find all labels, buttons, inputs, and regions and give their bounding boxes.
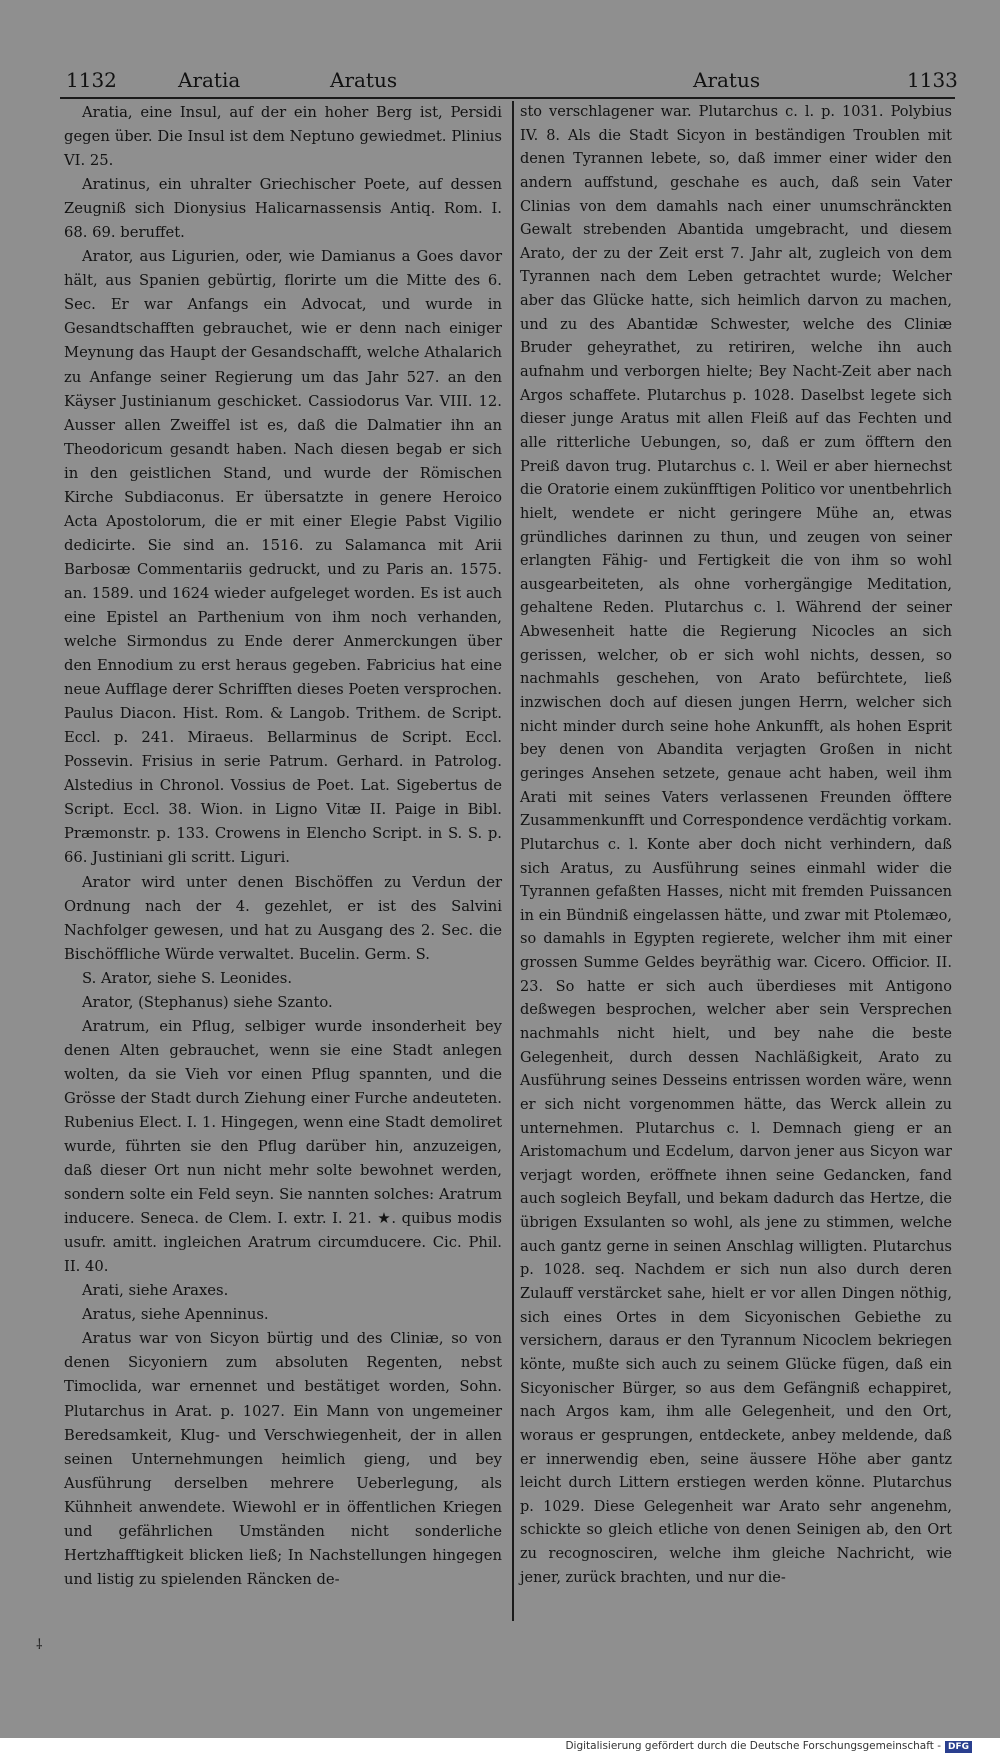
entry-arator: Arator, aus Ligurien, oder, wie Damianus a Goes davor hält, aus Spanien gebürtig, florirte um die Mitte des 6. Sec. Er war Anfangs ein Advocat, und wurde in Gesandtschafften gebrauchet, wie er denn nach einiger Meynung das Haupt der Gesandschafft, welche Athalarich zu Anfange seiner Regierung um das Jahr 527. an den Käyser Justinianum geschicket. Cassiodorus Var. VIII. 12. Ausser allen Zweiffel ist es, daß die Dalmatier ihn an Theodoricum gesandt haben. Nach diesen begab er sich in den geistlichen Stand, und wurde der Römischen Kirche Subdiaconus. Er übersatzte in genere Heroico Acta Apostolorum, die er mit einer Elegie Pabst Vigilio dedicirte. Sie sind an. 1516. zu Salamanca mit Arii Barbosæ Commentariis gedruckt, und zu Paris an. 1575. an. 1589. und 1624 wieder aufgeleget worden. Es ist auch eine Epistel an Parthenium von ihm noch verhanden, welche Sirmondus zu Ende derer Anmerckungen über den Ennodium zu erst heraus gegeben. Fabricius hat eine neue Aufflage derer Schrifften dieses Poeten versprochen. Paulus Diacon. Hist. Rom. & Langob. Trithem. de Script. Eccl. p. 241. Miraeus. Bellarminus de Script. Eccl. Possevin. Frisius in serie Patrum. Gerhard. in Patrolog. Alstedius in Chronol. Vossius de Poet. Lat. Sigebertus de Script. Eccl. 38. Wion. in Ligno Vitæ II. Paige in Bibl. Præmonstr. p. 133. Crowens in Elencho Script. in S. S. p. 66. Justiniani gli scritt. Liguri. <box>64 248 502 867</box>
entry-arator-verdun: Arator wird unter denen Bischöffen zu Verdun der Ordnung nach der 4. gezehlet, er ist des Salvini Nachfolger gewesen, und hat zu Ausgang des 2. Sec. die Bischöffliche Würde verwaltet. Bucelin. Germ. S. <box>64 873 502 963</box>
page-number-left: 1132 <box>66 68 117 92</box>
entry-arati: Arati, siehe Araxes. <box>82 1282 229 1300</box>
entry-aratus-see: Aratus, siehe Apenninus. <box>82 1306 269 1324</box>
footer-credit-text: Digitalisierung gefördert durch die Deutsche Forschungsgemeinschaft - <box>565 1740 941 1752</box>
header-keyword-right: Aratus <box>693 68 761 92</box>
entry-aratia: Aratia, eine Insul, auf der ein hoher Berg ist, Persidi gegen über. Die Insul ist dem Neptuno gewiedmet. Plinius VI. 25. <box>64 104 502 170</box>
right-column <box>520 101 952 1590</box>
entry-aratus-continued: sto verschlagener war. Plutarchus c. l. p. 1031. Polybius IV. 8. Als die Stadt Sicyon in beständigen Troublen mit denen Tyrannen lebete, so, daß immer einer wider den andern auffstund, geschahe es auch, daß sein Vater Clinias von dem damahls nach einer unumschränckten Gewalt strebenden Abantida umgebracht, und diesem Arato, der zu der Zeit erst 7. Jahr alt, zugleich von dem Tyrannen nach dem Leben getrachtet wurde; Welcher aber das Glücke hatte, sich heimlich darvon zu machen, und zu des Abantidæ Schwester, welche des Cliniæ Bruder geheyrathet, zu retiriren, welche ihn auch aufnahm und verborgen hielte; Bey Nacht-Zeit aber nach Argos schaffete. Plutarchus p. 1028. Daselbst legete sich dieser junge Aratus mit allen Fleiß auf das Fechten und alle ritterliche Uebungen, so, daß er zum öfftern den Preiß davon trug. Plutarchus c. l. Weil er aber hiernechst die Oratorie einem zukünfftigen Politico vor unentbehrlich hielt, wendete er nicht geringere Mühe an, etwas gründliches darinnen zu thun, und zeugen von seiner erlangten Fähig- und Fertigkeit die von ihm so wohl ausgearbeiteten, als ohne vorhergängige Meditation, gehaltene Reden. Plutarchus c. l. Während der seiner Abwesenheit hatte die Regierung Nicocles an sich gerissen, welcher, ob er sich wohl nichts, dessen, so nachmahls geschehen, von Arato befürchtete, ließ inzwischen doch auf diesen jungen Herrn, welcher sich nicht minder durch seine hohe Ankunfft, als hohen Esprit bey denen von Abandita verjagten Großen in nicht geringes Ansehen setzete, genaue acht haben, weil ihm Arati mit seines Vaters verlassenen Freunden öfftere Zusammenkunfft und Correspondence verdächtig vorkam. Plutarchus c. l. Konte aber doch nicht verhindern, daß sich Aratus, zu Ausführung seines einmahl wider die Tyrannen gefaßten Hasses, nicht mit fremden Puissancen in ein Bündniß eingelassen hätte, und zwar mit Ptolemæo, so damahls in Egypten regierete, welcher ihm mit einer grossen Summe Geldes beyräthig war. Cicero. Officior. II. 23. So hatte er sich auch überdieses mit Antigono deßwegen besprochen, welcher aber sein Versprechen nachmahls nicht hielt, und bey nahe die beste Gelegenheit, durch dessen Nachläßigkeit, Arato zu Ausführung seines Desseins entrissen worden wäre, wenn er sich nicht vorgenommen hätte, das Werck allein zu unternehmen. Plutarchus c. l. Demnach gieng er an Aristomachum und Ecdelum, darvon jener aus Sicyon war verjagt worden, eröffnete ihnen seine Gedancken, fand auch sogleich Beyfall, und bekam dadurch das Hertze, die übrigen Exsulanten so wohl, als jene zu stimmen, welche auch gantz gerne in seinen Anschlag willigten. Plutarchus p. 1028. seq. Nachdem er sich nun also durch deren Zulauff verstärcket sahe, hielt er vor allen Dingen nöthig, sich eines Ortes in dem Sicyonischen Gebiethe zu versichern, daraus er den Tyrannum Nicoclem bekriegen könte, mußte sich auch zu seinem Glücke fügen, daß ein Sicyonischer Bürger, so aus dem Gefängniß echappiret, nach Argos kam, ihm alle Gelegenheit, und den Ort, woraus er gesprungen, entdeckete, anbey meldende, daß er innerwendig eben, seine äussere Höhe aber gantz leicht durch Littern erstiegen werden könne. Plutarchus p. 1029. Diese Gelegenheit war Arato sehr angenehm, schickte so gleich etliche von denen Seinigen ab, den Ort zu recognosciren, welche ihm gleiche Nachricht, wie jener, zurück brachten, und nur die- <box>520 104 952 1586</box>
footer-credit <box>565 1740 972 1753</box>
entry-aratrum: Aratrum, ein Pflug, selbiger wurde insonderheit bey denen Alten gebrauchet, wenn sie eine Stadt anlegen wolten, da sie Vieh vor einen Pflug spannten, und die Grösse der Stadt durch Ziehung einer Furche andeuteten. Rubenius Elect. I. 1. Hingegen, wenn eine Stadt demoliret wurde, führten sie den Pflug darüber hin, anzuzeigen, daß dieser Ort nun nicht mehr solte bewohnet werden, sondern solte ein Feld seyn. Sie nannten solches: Aratrum inducere. Seneca. de Clem. I. extr. I. 21. ★. quibus modis usufr. amitt. ingleichen Aratrum circumducere. Cic. Phil. II. 40. <box>64 1017 502 1276</box>
header-rule <box>60 97 955 99</box>
footer-bar <box>0 1738 1000 1755</box>
entry-aratus: Aratus war von Sicyon bürtig und des Cliniæ, so von denen Sicyoniern zum absoluten Regenten, nebst Timoclida, war ernennet und bestätiget worden, Sohn. Plutarchus in Arat. p. 1027. Ein Mann von ungemeiner Beredsamkeit, Klug- und Verschwiegenheit, der in allen seinen Unternehmungen heimlich gieng, und bey Ausführung derselben mehrere Ueberlegung, als Kühnheit anwendete. Wiewohl er in öffentlichen Kriegen und gefährlichen Umständen nicht sonderliche Hertzhafftigkeit blicken ließ; In Nachstellungen hingegen und listig zu spielenden Räncken de- <box>64 1330 502 1588</box>
dfg-logo: DFG <box>945 1741 972 1753</box>
header-keyword-left-2: Aratus <box>330 68 398 92</box>
running-header <box>0 64 1000 94</box>
entry-s-arator: S. Arator, siehe S. Leonides. <box>82 969 293 987</box>
header-keyword-left-1: Aratia <box>178 68 241 92</box>
left-column <box>64 101 502 1592</box>
entry-aratinus: Aratinus, ein uhralter Griechischer Poete, auf dessen Zeugniß sich Dionysius Halicarnassensis Antiq. Rom. I. 68. 69. beruffet. <box>64 176 502 242</box>
entry-arator-stephanus: Arator, (Stephanus) siehe Szanto. <box>82 993 333 1011</box>
page-number-right: 1133 <box>907 68 958 92</box>
margin-mark: ⸸ <box>36 1637 43 1653</box>
column-divider <box>512 101 514 1621</box>
